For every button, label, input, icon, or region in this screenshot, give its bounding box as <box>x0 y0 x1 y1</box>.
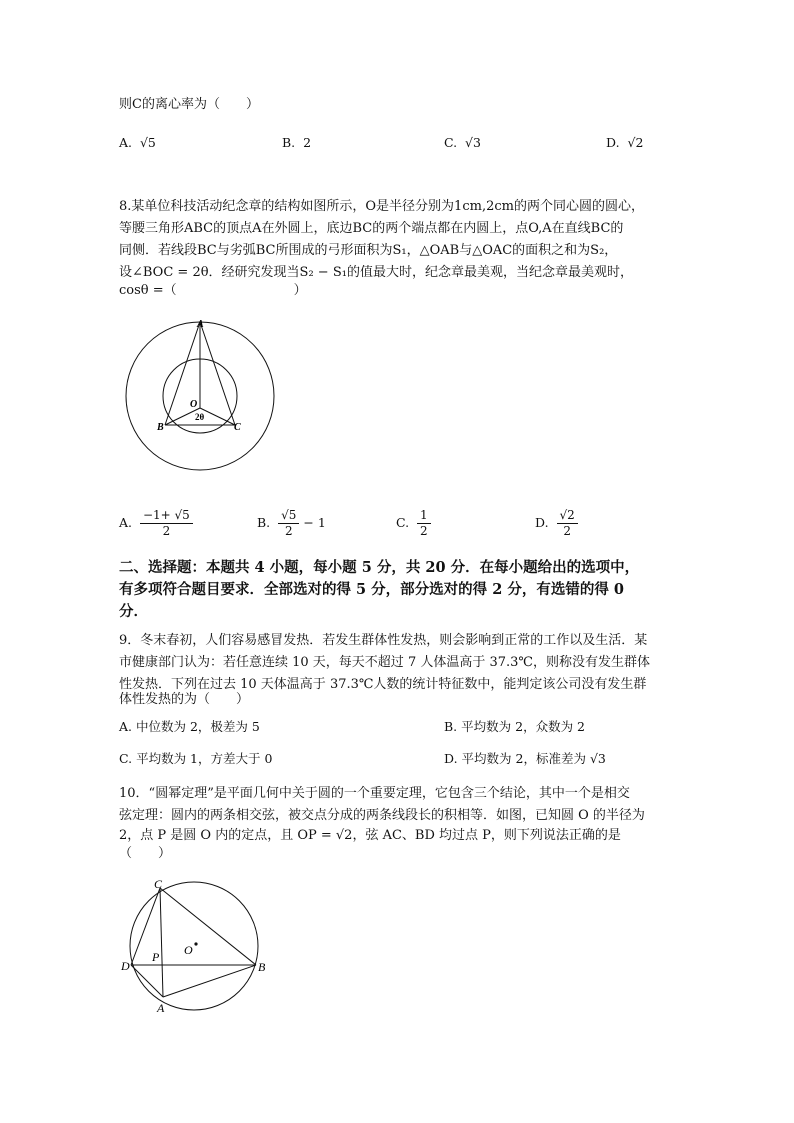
q7-option-c[interactable]: C. √3 <box>444 135 481 150</box>
q8-option-d[interactable]: D. $\frac{√2}{2}$ <box>535 508 578 539</box>
q9-line-4: 体性发热的为（ ） <box>119 692 250 707</box>
q8-label-angle: 2θ <box>195 412 205 422</box>
q8-line-2: 等腰三角形ABC的顶点A在外圆上，底边BC的两个端点都在内圆上，点O,A在直线BC的 <box>119 221 624 236</box>
q9-line-1: 9．冬末春初，人们容易感冒发热．若发生群体性发热，则会影响到正常的工作以及生活．某 <box>119 633 648 648</box>
q10-line-1: 10．“圆幂定理”是平面几何中关于圆的一个重要定理，它包含三个结论，其中一个是相交 <box>119 786 630 801</box>
q10-label-a: A <box>157 1001 165 1015</box>
q7-option-d[interactable]: D. √2 <box>606 135 644 150</box>
q8-line-5: cosθ =（ ） <box>119 283 307 298</box>
q7-tail: 则C的离心率为（ ） <box>119 97 259 112</box>
q8-concentric-circles-figure <box>120 316 280 478</box>
section2-line-3: 分． <box>119 603 148 620</box>
q8-option-a[interactable]: A. $\frac{-1+ √5}{2}$ <box>119 508 193 539</box>
q10-chord-ac <box>160 888 163 997</box>
q9-option-a[interactable]: A. 中位数为 2，极差为 5 <box>119 719 260 734</box>
q10-label-p: P <box>152 950 160 964</box>
q10-line-4: （ ） <box>119 846 172 861</box>
q8-line-1: 8.某单位科技活动纪念章的结构如图所示，O是半径分别为1cm,2cm的两个同心圆的圆心， <box>119 199 644 214</box>
q10-line-2: 弦定理：圆内的两条相交弦，被交点分成的两条线段长的积相等．如图，已知圆 O 的半径为 <box>119 808 645 823</box>
q10-segment-cb <box>160 888 256 965</box>
q7-option-b[interactable]: B. 2 <box>282 135 312 150</box>
q8-line-3: 同侧．若线段BC与劣弧BC所围成的弓形面积为S₁，△OAB与△OAC的面积之和为S₂， <box>119 243 618 258</box>
q9-option-d[interactable]: D. 平均数为 2，标准差为 √3 <box>444 751 606 766</box>
q10-label-b: B <box>258 960 266 974</box>
q8-label-c: C <box>234 422 241 433</box>
section2-line-1: 二、选择题：本题共 4 小题，每小题 5 分，共 20 分．在每小题给出的选项中， <box>119 559 640 576</box>
q10-label-d: D <box>121 959 130 973</box>
q9-option-b[interactable]: B. 平均数为 2，众数为 2 <box>444 719 586 734</box>
q10-segment-ab <box>163 965 256 997</box>
section2-line-2: 有多项符合题目要求．全部选对的得 5 分，部分选对的得 2 分，有选错的得 0 <box>119 581 625 598</box>
q10-segment-da <box>131 965 163 997</box>
q9-option-c[interactable]: C. 平均数为 1，方差大于 0 <box>119 751 273 766</box>
q8-label-o: O <box>190 399 198 410</box>
q10-label-c: C <box>154 877 163 891</box>
q7-option-a[interactable]: A. √5 <box>119 135 156 150</box>
q10-label-o: O <box>184 943 193 957</box>
q10-circle-chords-figure <box>118 872 278 1022</box>
q9-line-3: 性发热．下列在过去 10 天体温高于 37.3℃人数的统计特征数中，能判定该公司没有发生群 <box>119 677 647 692</box>
q8-label-b: B <box>157 422 164 433</box>
q8-line-4: 设∠BOC = 2θ．经研究发现当S₂ − S₁的值最大时，纪念章最美观，当纪念章最美观时， <box>119 265 633 280</box>
q8-option-c[interactable]: C. $\frac{1}{2}$ <box>396 508 431 539</box>
q9-line-2: 市健康部门认为：若任意连续 10 天，每天不超过 7 人体温高于 37.3℃，则称没有发生群体 <box>119 655 650 670</box>
q10-circle <box>130 882 258 1010</box>
q8-label-a: A <box>197 319 204 330</box>
q10-center-dot <box>194 942 197 945</box>
q8-option-b[interactable]: B. $\frac{√5}{2}$ − 1 <box>257 508 326 538</box>
q10-line-3: 2，点 P 是圆 O 内的定点，且 OP = √2，弦 AC、BD 均过点 P，则下列说法正确的是 <box>119 828 621 843</box>
